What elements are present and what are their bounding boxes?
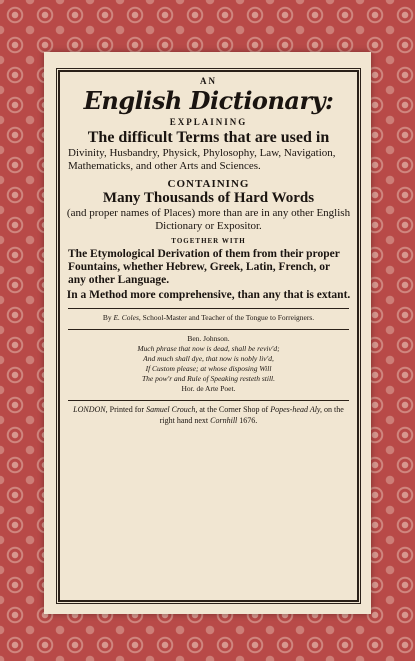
together-with-heading: TOGETHER WITH xyxy=(171,237,246,245)
epigraph-line: If Custom please; at whose disposing Will xyxy=(145,364,272,373)
author-line xyxy=(66,313,351,323)
epigraph-attribution: Ben. Johnson. xyxy=(187,334,230,343)
imprint xyxy=(66,405,351,426)
imprint-printed-for: Printed for xyxy=(109,405,145,414)
epigraph-line: Much phrase that now is dead, shall be reviv'd; xyxy=(137,344,280,353)
proper-names-text: (and proper names of Places) more than are in any other English Dictionary or Expositor. xyxy=(66,207,351,232)
book-cover xyxy=(44,52,371,614)
etymology-text: The Etymological Derivation of them from their proper Fountains, whether Hebrew, Greek, Latin, French, or any other Language. xyxy=(68,248,340,286)
divider xyxy=(68,308,349,309)
epigraph xyxy=(66,334,351,394)
divider xyxy=(68,400,349,401)
article-an: AN xyxy=(200,76,217,86)
fields-list: Divinity, Husbandry, Physick, Phylosophy, Law, Navigation, Mathematicks, and other Arts and Sciences. xyxy=(68,147,336,172)
subtitle-hard-words: Many Thousands of Hard Words xyxy=(102,190,315,206)
epigraph-source: Hor. de Arte Poet. xyxy=(181,384,236,393)
imprint-shop: Popes-head Aly, xyxy=(270,405,323,414)
imprint-place: LONDON, xyxy=(73,405,108,414)
imprint-street: Cornhill xyxy=(210,415,238,425)
imprint-printer: Samuel Crouch, xyxy=(146,405,198,414)
author-by: By xyxy=(102,313,112,322)
explaining-heading: EXPLAINING xyxy=(169,117,248,127)
epigraph-line: And much shall dye, that now is nobly liv'd, xyxy=(143,354,274,363)
divider xyxy=(68,329,349,330)
title-page-frame xyxy=(58,70,359,602)
subtitle-difficult-terms: The difficult Terms that are used in xyxy=(87,129,330,146)
imprint-location-2: on the right hand next xyxy=(159,405,344,425)
epigraph-line: The pow'r and Rule of Speaking resteth still. xyxy=(142,374,275,383)
containing-heading: CONTAINING xyxy=(167,178,250,190)
imprint-location-1: at the Corner Shop of xyxy=(199,405,269,414)
title-page-content xyxy=(66,76,351,426)
author-name: E. Coles, xyxy=(113,313,141,322)
method-text: In a Method more comprehensive, than any that is extant. xyxy=(66,289,351,301)
imprint-year: 1676. xyxy=(239,415,258,425)
main-title: English Dictionary: xyxy=(83,86,334,115)
author-description: School-Master and Teacher of the Tongue to Forreigners. xyxy=(142,313,315,322)
